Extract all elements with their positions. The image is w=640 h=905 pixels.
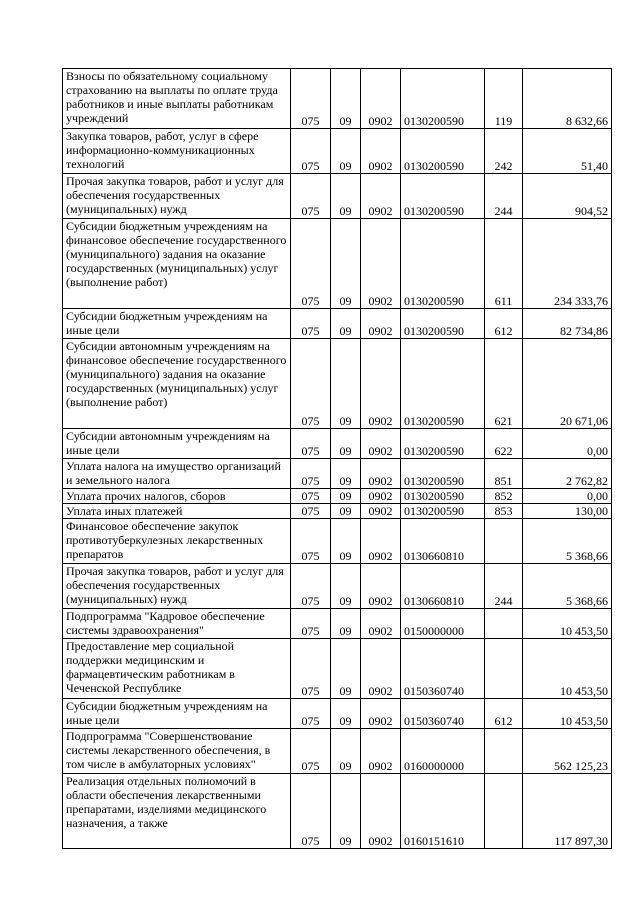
expense-type-cell: 244 (485, 174, 523, 219)
row-name-cell: Уплата иных платежей (63, 504, 291, 519)
ministry-code-cell: 075 (291, 699, 331, 729)
target-article-cell: 0160000000 (401, 729, 485, 774)
row-name-cell: Субсидии бюджетным учреждениям на финансовое обеспечение государственного (муниципального) задания на оказание государственных (муниципальных) услуг (выполнение работ) (63, 219, 291, 309)
row-name-cell: Финансовое обеспечение закупок противотуберкулезных лекарственных препаратов (63, 519, 291, 564)
subsection-code-cell: 0902 (361, 429, 401, 459)
table-body (63, 69, 612, 849)
ministry-code-cell: 075 (291, 774, 331, 849)
amount-cell: 10 453,50 (523, 699, 612, 729)
ministry-code-cell: 075 (291, 129, 331, 174)
table-row (63, 489, 612, 504)
ministry-code-cell: 075 (291, 519, 331, 564)
expense-type-cell: 244 (485, 564, 523, 609)
expense-type-cell: 119 (485, 69, 523, 129)
amount-cell: 10 453,50 (523, 609, 612, 639)
target-article-cell: 0150360740 (401, 639, 485, 699)
amount-cell: 234 333,76 (523, 219, 612, 309)
ministry-code-cell: 075 (291, 729, 331, 774)
subsection-code-cell: 0902 (361, 309, 401, 339)
subsection-code-cell: 0902 (361, 564, 401, 609)
section-code-cell: 09 (331, 174, 361, 219)
ministry-code-cell: 075 (291, 639, 331, 699)
amount-cell: 82 734,86 (523, 309, 612, 339)
target-article-cell: 0130200590 (401, 429, 485, 459)
row-name-cell: Субсидии бюджетным учреждениям на иные цели (63, 699, 291, 729)
row-name-cell: Подпрограмма "Кадровое обеспечение системы здравоохранения" (63, 609, 291, 639)
subsection-code-cell: 0902 (361, 699, 401, 729)
table-row (63, 69, 612, 129)
target-article-cell: 0130200590 (401, 504, 485, 519)
subsection-code-cell: 0902 (361, 219, 401, 309)
table-row (63, 459, 612, 489)
subsection-code-cell: 0902 (361, 639, 401, 699)
amount-cell: 2 762,82 (523, 459, 612, 489)
target-article-cell: 0130200590 (401, 129, 485, 174)
subsection-code-cell: 0902 (361, 174, 401, 219)
row-name-cell: Уплата налога на имущество организаций и земельного налога (63, 459, 291, 489)
row-name-cell: Субсидии автономным учреждениям на финансовое обеспечение государственного (муниципального) задания на оказание государственных (муниципальных) услуг (выполнение работ) (63, 339, 291, 429)
amount-cell: 8 632,66 (523, 69, 612, 129)
row-name-cell: Прочая закупка товаров, работ и услуг для обеспечения государственных (муниципальных) нужд (63, 564, 291, 609)
expense-type-cell (485, 774, 523, 849)
row-name-cell: Закупка товаров, работ, услуг в сфере информационно-коммуникационных технологий (63, 129, 291, 174)
target-article-cell: 0130660810 (401, 564, 485, 609)
subsection-code-cell: 0902 (361, 339, 401, 429)
table-row (63, 309, 612, 339)
expense-type-cell: 852 (485, 489, 523, 504)
ministry-code-cell: 075 (291, 609, 331, 639)
section-code-cell: 09 (331, 609, 361, 639)
table-row (63, 339, 612, 429)
section-code-cell: 09 (331, 699, 361, 729)
amount-cell: 0,00 (523, 429, 612, 459)
budget-table (62, 68, 612, 849)
amount-cell: 130,00 (523, 504, 612, 519)
table-row (63, 219, 612, 309)
row-name-cell: Реализация отдельных полномочий в области обеспечения лекарственными препаратами, изделиями медицинского назначения, а также (63, 774, 291, 849)
section-code-cell: 09 (331, 309, 361, 339)
subsection-code-cell: 0902 (361, 729, 401, 774)
ministry-code-cell: 075 (291, 339, 331, 429)
table-row (63, 174, 612, 219)
table-row (63, 729, 612, 774)
section-code-cell: 09 (331, 69, 361, 129)
section-code-cell: 09 (331, 339, 361, 429)
section-code-cell: 09 (331, 459, 361, 489)
ministry-code-cell: 075 (291, 504, 331, 519)
table-row (63, 564, 612, 609)
subsection-code-cell: 0902 (361, 489, 401, 504)
target-article-cell: 0130660810 (401, 519, 485, 564)
expense-type-cell: 611 (485, 219, 523, 309)
ministry-code-cell: 075 (291, 69, 331, 129)
table-row (63, 639, 612, 699)
ministry-code-cell: 075 (291, 459, 331, 489)
ministry-code-cell: 075 (291, 219, 331, 309)
section-code-cell: 09 (331, 504, 361, 519)
amount-cell: 117 897,30 (523, 774, 612, 849)
table-row (63, 504, 612, 519)
table-row (63, 129, 612, 174)
expense-type-cell (485, 639, 523, 699)
table-row (63, 699, 612, 729)
amount-cell: 20 671,06 (523, 339, 612, 429)
row-name-cell: Субсидии бюджетным учреждениям на иные цели (63, 309, 291, 339)
subsection-code-cell: 0902 (361, 609, 401, 639)
expense-type-cell (485, 609, 523, 639)
table-row (63, 429, 612, 459)
subsection-code-cell: 0902 (361, 69, 401, 129)
target-article-cell: 0130200590 (401, 309, 485, 339)
expense-type-cell: 622 (485, 429, 523, 459)
section-code-cell: 09 (331, 429, 361, 459)
expense-type-cell: 612 (485, 699, 523, 729)
ministry-code-cell: 075 (291, 429, 331, 459)
subsection-code-cell: 0902 (361, 519, 401, 564)
subsection-code-cell: 0902 (361, 504, 401, 519)
amount-cell: 10 453,50 (523, 639, 612, 699)
expense-type-cell (485, 729, 523, 774)
ministry-code-cell: 075 (291, 309, 331, 339)
section-code-cell: 09 (331, 639, 361, 699)
amount-cell: 5 368,66 (523, 564, 612, 609)
target-article-cell: 0160151610 (401, 774, 485, 849)
table-row (63, 519, 612, 564)
ministry-code-cell: 075 (291, 174, 331, 219)
subsection-code-cell: 0902 (361, 774, 401, 849)
section-code-cell: 09 (331, 519, 361, 564)
expense-type-cell: 621 (485, 339, 523, 429)
expense-type-cell: 853 (485, 504, 523, 519)
table-row (63, 774, 612, 849)
amount-cell: 51,40 (523, 129, 612, 174)
target-article-cell: 0130200590 (401, 174, 485, 219)
row-name-cell: Подпрограмма "Совершенствование системы лекарственного обеспечения, в том числе в амбулаторных условиях" (63, 729, 291, 774)
row-name-cell: Прочая закупка товаров, работ и услуг для обеспечения государственных (муниципальных) нужд (63, 174, 291, 219)
amount-cell: 562 125,23 (523, 729, 612, 774)
ministry-code-cell: 075 (291, 564, 331, 609)
target-article-cell: 0130200590 (401, 69, 485, 129)
target-article-cell: 0130200590 (401, 219, 485, 309)
row-name-cell: Уплата прочих налогов, сборов (63, 489, 291, 504)
section-code-cell: 09 (331, 729, 361, 774)
ministry-code-cell: 075 (291, 489, 331, 504)
target-article-cell: 0130200590 (401, 339, 485, 429)
section-code-cell: 09 (331, 129, 361, 174)
section-code-cell: 09 (331, 219, 361, 309)
target-article-cell: 0150360740 (401, 699, 485, 729)
amount-cell: 0,00 (523, 489, 612, 504)
section-code-cell: 09 (331, 564, 361, 609)
expense-type-cell: 242 (485, 129, 523, 174)
expense-type-cell (485, 519, 523, 564)
row-name-cell: Субсидии автономным учреждениям на иные цели (63, 429, 291, 459)
subsection-code-cell: 0902 (361, 129, 401, 174)
expense-type-cell: 612 (485, 309, 523, 339)
expense-type-cell: 851 (485, 459, 523, 489)
row-name-cell: Предоставление мер социальной поддержки медицинским и фармацевтическим работникам в Чеченской Республике (63, 639, 291, 699)
section-code-cell: 09 (331, 774, 361, 849)
amount-cell: 5 368,66 (523, 519, 612, 564)
target-article-cell: 0150000000 (401, 609, 485, 639)
amount-cell: 904,52 (523, 174, 612, 219)
table-row (63, 609, 612, 639)
section-code-cell: 09 (331, 489, 361, 504)
subsection-code-cell: 0902 (361, 459, 401, 489)
target-article-cell: 0130200590 (401, 459, 485, 489)
target-article-cell: 0130200590 (401, 489, 485, 504)
row-name-cell: Взносы по обязательному социальному страхованию на выплаты по оплате труда работников и иные выплаты работникам учреждений (63, 69, 291, 129)
